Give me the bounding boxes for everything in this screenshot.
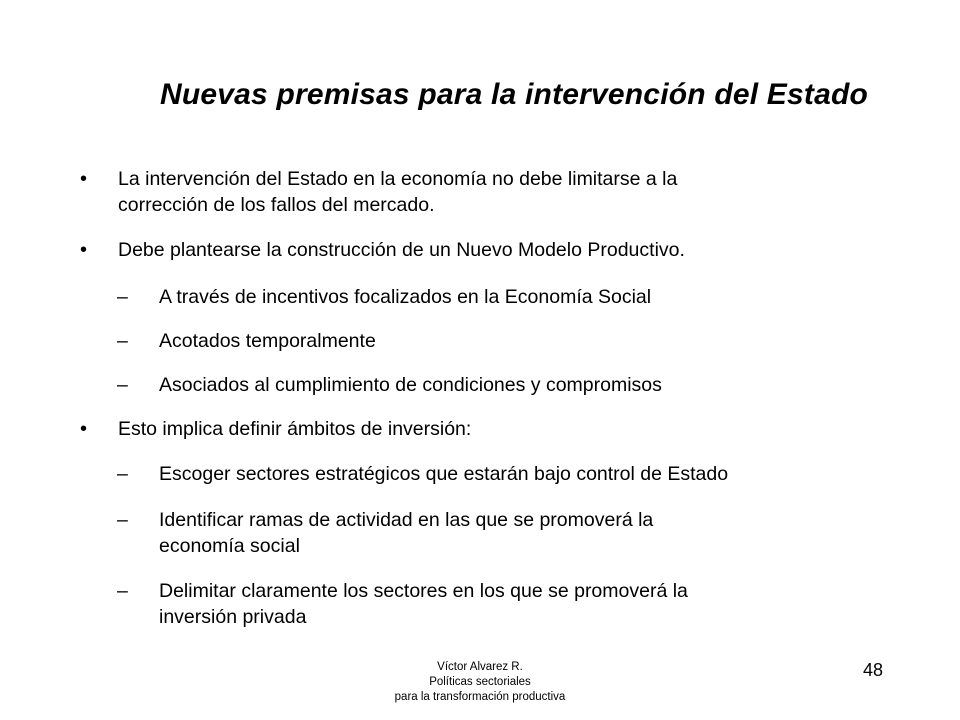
bullet-marker: • (80, 418, 88, 440)
footer-subtitle-2: para la transformación productiva (394, 691, 566, 703)
sub-bullet-item (117, 507, 654, 559)
bullet-item (80, 166, 678, 218)
sub-bullet-text: Acotados temporalmente (159, 330, 376, 352)
bullet-text: Esto implica definir ámbitos de inversión: (118, 418, 472, 440)
slide-footer (330, 660, 630, 705)
sub-bullet-item (117, 461, 729, 487)
sub-bullet-text: Identificar ramas de actividad en las que se promoverá la (159, 509, 654, 531)
bullet-text-cont: corrección de los fallos del mercado. (118, 194, 435, 216)
sub-bullet-text-cont: economía social (159, 535, 300, 557)
bullet-marker: • (80, 168, 88, 190)
dash-marker: – (117, 330, 128, 352)
bullet-marker: • (80, 239, 88, 261)
bullet-item (80, 416, 472, 442)
dash-marker: – (117, 463, 128, 485)
footer-author: Víctor Alvarez R. (437, 661, 523, 673)
dash-marker: – (117, 374, 128, 396)
sub-bullet-item (117, 372, 662, 398)
slide-title: Nuevas premisas para la intervención del Estado (160, 78, 869, 111)
footer-subtitle: Políticas sectoriales (429, 676, 531, 688)
dash-marker: – (117, 509, 128, 531)
sub-bullet-text-cont: inversión privada (159, 606, 307, 628)
bullet-text: La intervención del Estado en la economía no debe limitarse a la (118, 168, 678, 190)
dash-marker: – (117, 286, 128, 308)
sub-bullet-text: Delimitar claramente los sectores en los que se promoverá la (159, 580, 688, 602)
dash-marker: – (117, 580, 128, 602)
sub-bullet-text: Asociados al cumplimiento de condiciones y compromisos (159, 374, 662, 396)
sub-bullet-text: A través de incentivos focalizados en la Economía Social (159, 286, 652, 308)
bullet-item (80, 237, 685, 263)
sub-bullet-text: Escoger sectores estratégicos que estarán bajo control de Estado (159, 463, 729, 485)
page-number: 48 (863, 660, 884, 680)
sub-bullet-item (117, 284, 652, 310)
bullet-text: Debe plantearse la construcción de un Nuevo Modelo Productivo. (118, 239, 685, 261)
sub-bullet-item (117, 578, 688, 630)
sub-bullet-item (117, 328, 376, 354)
